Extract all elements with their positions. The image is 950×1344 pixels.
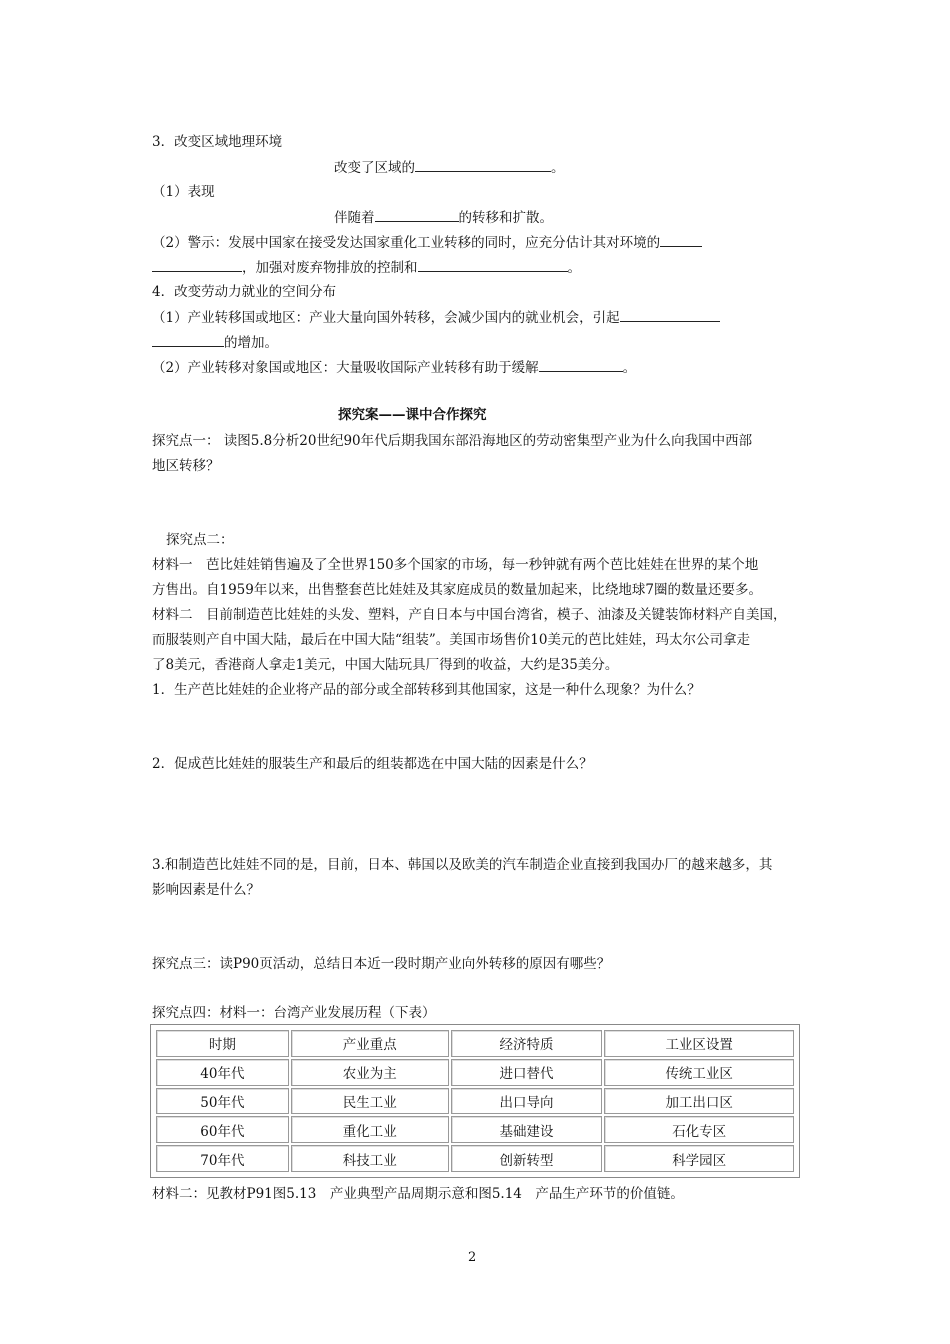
table-header-cell: 产业重点 [291,1030,449,1057]
point2-material2-line3: 了8美元，香港商人拿走1美元，中国大陆玩具厂得到的收益，大约是35美分。 [152,657,619,673]
table-header-cell: 工业区设置 [604,1030,794,1057]
s3-line2 [334,208,553,227]
s3-line1-suffix: 。 [551,160,565,176]
s4-p1-text-a: （1）产业转移国或地区：产业大量向国外转移，会减少国内的就业机会，引起 [152,310,620,326]
point3-text: 探究点三：读P90页活动，总结日本近一段时期产业向外转移的原因有哪些？ [152,956,611,972]
point1-line1: 探究点一： 读图5.8分析20世纪90年代后期我国东部沿海地区的劳动密集型产业为什么向我国中西部 [152,433,753,449]
table-cell: 创新转型 [451,1145,603,1172]
blank-6[interactable] [539,358,623,372]
s4-p1-line1 [152,308,720,327]
table-row [156,1059,794,1086]
s3-p2-text-c: 。 [567,260,581,276]
section-title: 探究案——课中合作探究 [338,407,487,423]
page-number: 2 [468,1250,477,1265]
table-cell: 加工出口区 [604,1088,794,1115]
section3-heading: 3．改变区域地理环境 [152,134,283,150]
table-cell: 进口替代 [451,1059,603,1086]
s3-line1 [334,158,565,177]
taiwan-industry-table [150,1024,800,1178]
section4-heading: 4．改变劳动力就业的空间分布 [152,284,337,300]
s4-p2-line [152,358,636,377]
table-cell: 50年代 [156,1088,289,1115]
table-header-cell: 经济特质 [451,1030,603,1057]
s3-p2-line2 [152,258,581,277]
blank-3b[interactable] [152,258,242,272]
table-header-row [156,1030,794,1057]
s4-p2-text-b: 。 [622,360,637,376]
point2-material1-line2: 方售出。自1959年以来，出售整套芭比娃娃及其家庭成员的数量加起来，比绕地球7圈的数量还要多。 [152,582,762,598]
point2-question2: 2．促成芭比娃娃的服装生产和最后的组装都选在中国大陆的因素是什么？ [152,756,593,772]
table-cell: 重化工业 [291,1116,449,1143]
s3-p2-line1 [152,233,702,252]
point2-question3-line1: 3.和制造芭比娃娃不同的是，目前，日本、韩国以及欧美的汽车制造企业直接到我国办厂的越来越多，其 [152,857,773,873]
blank-5b[interactable] [152,333,224,347]
table-row [156,1145,794,1172]
table-cell: 石化专区 [604,1116,794,1143]
s3-p1-label: （1）表现 [152,184,215,200]
table-cell: 70年代 [156,1145,289,1172]
table-cell: 40年代 [156,1059,289,1086]
s3-line1-prefix: 改变了区域的 [334,160,415,176]
s3-line2-suffix: 的转移和扩散。 [458,210,553,226]
blank-1[interactable] [415,158,551,172]
s3-line2-prefix: 伴随着 [334,210,375,226]
table-cell: 民生工业 [291,1088,449,1115]
s4-p2-text-a: （2）产业转移对象国或地区：大量吸收国际产业转移有助于缓解 [152,360,539,376]
table-row [156,1116,794,1143]
blank-3a[interactable] [660,233,702,247]
point2-material2-line2: 而服装则产自中国大陆，最后在中国大陆“组装”。美国市场售价10美元的芭比娃娃，玛太尔公司拿走 [152,632,750,648]
point2-label: 探究点二： [166,532,234,548]
point1-line2: 地区转移？ [152,458,220,474]
point2-question1: 1．生产芭比娃娃的企业将产品的部分或全部转移到其他国家，这是一种什么现象？为什么？ [152,682,701,698]
table-cell: 60年代 [156,1116,289,1143]
table-cell: 传统工业区 [604,1059,794,1086]
s3-p2-text-b: ，加强对废弃物排放的控制和 [242,260,418,276]
s4-p1-text-b: 的增加。 [224,335,278,351]
point2-question3-line2: 影响因素是什么？ [152,882,260,898]
s4-p1-line2 [152,333,278,352]
s3-p2-text-a: （2）警示：发展中国家在接受发达国家重化工业转移的同时，应充分估计其对环境的 [152,235,661,251]
table-cell: 基础建设 [451,1116,603,1143]
table-row [156,1088,794,1115]
blank-2[interactable] [375,208,459,222]
point4-label: 探究点四：材料一：台湾产业发展历程（下表） [152,1005,436,1021]
table-header-cell: 时期 [156,1030,289,1057]
table-cell: 农业为主 [291,1059,449,1086]
point2-material2-line1: 材料二 目前制造芭比娃娃的头发、塑料，产自日本与中国台湾省，模子、油漆及关键装饰材料产自美国， [152,607,787,623]
table-cell: 出口导向 [451,1088,603,1115]
table-cell: 科技工业 [291,1145,449,1172]
point2-material1-line1: 材料一 芭比娃娃销售遍及了全世界150多个国家的市场，每一秒钟就有两个芭比娃娃在世界的某个地 [152,557,759,573]
blank-4[interactable] [418,258,568,272]
table-cell: 科学园区 [604,1145,794,1172]
point4-material2: 材料二：见教材P91图5.13 产业典型产品周期示意和图5.14 产品生产环节的价值链。 [152,1186,684,1202]
blank-5a[interactable] [620,308,720,322]
